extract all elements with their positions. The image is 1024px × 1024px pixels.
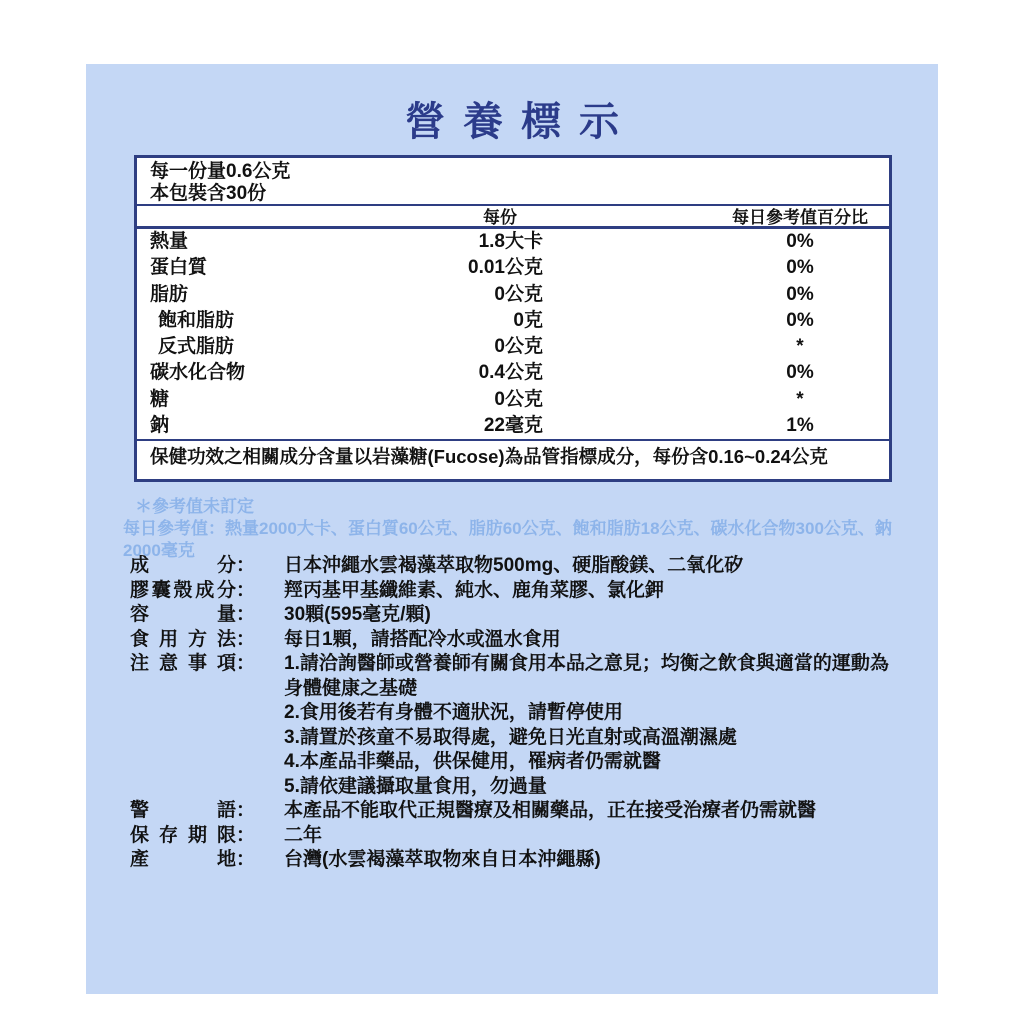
nutrient-name: 飽和脂肪 bbox=[158, 309, 235, 331]
info-row-usage bbox=[130, 628, 920, 653]
table-row bbox=[137, 308, 889, 334]
footnote-daily-reference-values: 每日參考值：熱量2000大卡、蛋白質60公克、脂肪60公克、飽和脂肪18公克、碳水化合物300公克、鈉2000毫克 bbox=[123, 519, 892, 560]
info-value-content bbox=[284, 603, 920, 628]
footnotes bbox=[123, 496, 923, 562]
info-value-line-1: 台灣(水雲褐藻萃取物來自日本沖繩縣) bbox=[284, 849, 601, 870]
info-colon: ： bbox=[236, 579, 256, 601]
nutrient-name: 碳水化合物 bbox=[150, 362, 246, 384]
nutrient-daily-value-pct: 0% bbox=[786, 362, 814, 384]
product-info-section bbox=[130, 554, 920, 873]
info-value-line-1: 30顆(595毫克/顆) bbox=[284, 604, 431, 625]
nutrient-per-serving-value: 0公克 bbox=[494, 336, 543, 357]
info-value-capsule-shell bbox=[284, 579, 920, 604]
nutrient-daily-value-pct: 0% bbox=[786, 309, 814, 331]
table-row bbox=[137, 229, 889, 255]
table-row bbox=[137, 413, 889, 439]
info-colon: ： bbox=[236, 824, 256, 846]
info-colon: ： bbox=[236, 628, 256, 650]
table-row bbox=[137, 255, 889, 281]
info-value-line-1: 日本沖繩水雲褐藻萃取物500mg、硬脂酸鎂、二氧化矽 bbox=[284, 555, 744, 576]
table-row bbox=[137, 387, 889, 413]
info-value-shelf-life bbox=[284, 824, 920, 849]
label-panel bbox=[86, 64, 938, 994]
info-row-warning bbox=[130, 799, 920, 824]
page-title: 營養標示 bbox=[405, 100, 637, 144]
cell-spacer bbox=[543, 229, 711, 255]
serving-line-2: 本包裝含30份 bbox=[150, 183, 267, 204]
nutrient-daily-value-pct: * bbox=[796, 388, 804, 410]
info-colon: ： bbox=[236, 653, 256, 674]
info-value-warning bbox=[284, 799, 920, 824]
header-spacer bbox=[543, 206, 711, 229]
info-value-usage bbox=[284, 628, 920, 653]
nutrient-name: 鈉 bbox=[150, 414, 170, 436]
cell-spacer bbox=[543, 334, 711, 360]
column-header-per-serving: 每份 bbox=[483, 208, 517, 227]
nutrient-per-serving-value: 0.4公克 bbox=[478, 362, 543, 384]
info-value-line-3: 2.食用後若有身體不適狀況，請暫停使用 bbox=[284, 702, 623, 723]
info-value-line-1: 二年 bbox=[284, 824, 323, 846]
info-row-shelf-life bbox=[130, 824, 920, 849]
info-value-line-2: 身體健康之基礎 bbox=[284, 677, 418, 699]
info-label-content: 容量 bbox=[130, 604, 236, 625]
nutrient-daily-value-pct: 1% bbox=[786, 414, 814, 436]
info-colon: ： bbox=[236, 849, 256, 870]
info-colon: ： bbox=[236, 604, 256, 625]
cell-spacer bbox=[543, 387, 711, 413]
nutrient-name: 熱量 bbox=[150, 231, 189, 252]
nutrient-daily-value-pct: * bbox=[796, 336, 804, 357]
nutrient-name: 脂肪 bbox=[150, 283, 189, 305]
info-label-shelf-life: 保存期限 bbox=[130, 824, 236, 846]
info-row-precautions bbox=[130, 652, 920, 799]
info-value-origin bbox=[284, 848, 920, 873]
info-row-origin bbox=[130, 848, 920, 873]
nutrition-facts-table bbox=[134, 155, 892, 482]
nutrient-per-serving-value: 1.8大卡 bbox=[478, 231, 543, 252]
info-value-line-1: 每日1顆，請搭配冷水或溫水食用 bbox=[284, 628, 561, 650]
nutrient-per-serving-value: 0公克 bbox=[494, 283, 543, 305]
info-value-line-6: 5.請依建議攝取量食用，勿過量 bbox=[284, 775, 547, 797]
info-label-warning: 警語 bbox=[130, 800, 236, 821]
info-row-capsule-shell bbox=[130, 579, 920, 604]
footnote-reference-not-set: ＊參考值未訂定 bbox=[135, 497, 254, 516]
nutrient-per-serving-value: 0.01公克 bbox=[468, 257, 543, 279]
nutrient-daily-value-pct: 0% bbox=[786, 283, 814, 305]
nutrient-daily-value-pct: 0% bbox=[786, 231, 814, 252]
info-value-ingredients bbox=[284, 554, 920, 579]
cell-spacer bbox=[543, 413, 711, 439]
nutrient-name: 蛋白質 bbox=[150, 257, 208, 279]
table-header-row bbox=[137, 206, 889, 229]
serving-info bbox=[137, 158, 889, 206]
nutrient-name: 反式脂肪 bbox=[158, 336, 235, 357]
cell-spacer bbox=[543, 360, 711, 386]
cell-spacer bbox=[543, 282, 711, 308]
table-row bbox=[137, 282, 889, 308]
nutrient-per-serving-value: 0公克 bbox=[494, 388, 543, 410]
info-colon: ： bbox=[236, 555, 256, 576]
nutrient-name: 糖 bbox=[150, 388, 170, 410]
nutrient-per-serving-value: 0克 bbox=[513, 309, 543, 331]
header-spacer bbox=[137, 206, 397, 229]
serving-line-1: 每一份量0.6公克 bbox=[150, 161, 291, 182]
nutrient-per-serving-value: 22毫克 bbox=[483, 414, 543, 436]
info-value-line-1: 1.請洽詢醫師或營養師有關食用本品之意見；均衡之飲食與適當的運動為 bbox=[284, 653, 889, 674]
info-row-content bbox=[130, 603, 920, 628]
table-footer-note: 保健功效之相關成分含量以岩藻糖(Fucose)為品管指標成分，每份含0.16~0.24公克 bbox=[137, 439, 889, 472]
info-row-ingredients bbox=[130, 554, 920, 579]
table-row bbox=[137, 334, 889, 360]
info-colon: ： bbox=[236, 800, 256, 821]
info-label-usage: 食用方法 bbox=[130, 628, 236, 650]
info-value-line-1: 本產品不能取代正規醫療及相關藥品，正在接受治療者仍需就醫 bbox=[284, 800, 817, 821]
info-label-origin: 產地 bbox=[130, 849, 236, 870]
column-header-daily-value-pct: 每日參考值百分比 bbox=[732, 208, 868, 227]
info-label-precautions: 注意事項 bbox=[130, 653, 236, 674]
info-value-line-1: 羥丙基甲基纖維素、純水、鹿角菜膠、氯化鉀 bbox=[284, 579, 665, 601]
cell-spacer bbox=[543, 308, 711, 334]
info-label-capsule-shell: 膠囊殼成分 bbox=[130, 579, 236, 601]
cell-spacer bbox=[543, 255, 711, 281]
table-body bbox=[137, 229, 889, 439]
info-value-line-5: 4.本產品非藥品，供保健用，罹病者仍需就醫 bbox=[284, 751, 661, 772]
info-value-precautions bbox=[284, 652, 920, 799]
table-row bbox=[137, 360, 889, 386]
info-value-line-4: 3.請置於孩童不易取得處，避免日光直射或高溫潮濕處 bbox=[284, 726, 737, 748]
nutrient-daily-value-pct: 0% bbox=[786, 257, 814, 279]
info-label-ingredients: 成分 bbox=[130, 555, 236, 576]
